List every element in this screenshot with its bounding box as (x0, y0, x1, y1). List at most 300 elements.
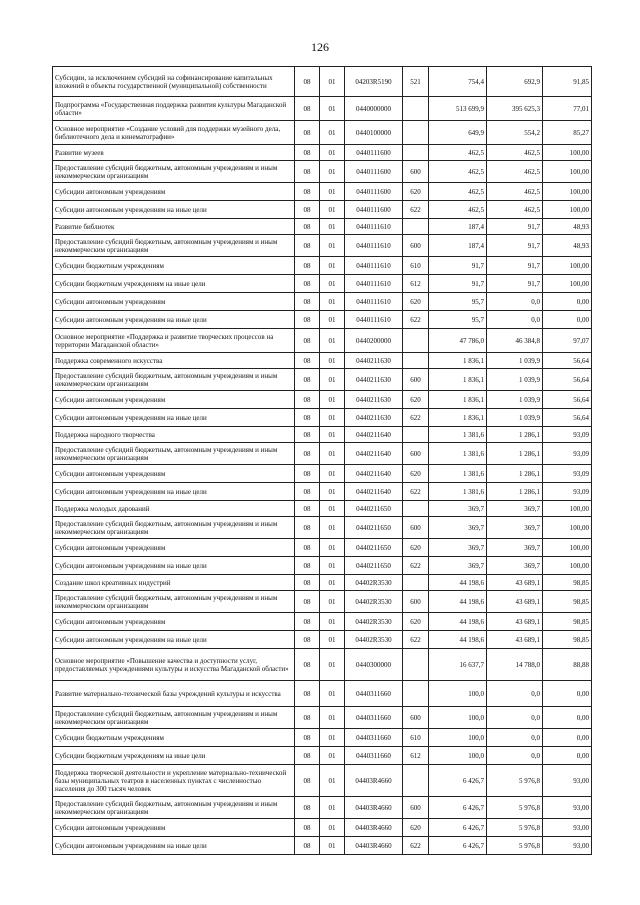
subsection-code-cell: 01 (320, 483, 345, 501)
table-row (53, 219, 592, 235)
subsection-code-cell: 01 (320, 235, 345, 257)
planned-amount-cell: 1 381,6 (429, 483, 487, 501)
expense-type-cell: 600 (403, 517, 429, 539)
table-row (53, 443, 592, 465)
target-article-cell: 0440211640 (345, 443, 403, 465)
actual-amount-cell: 0,0 (487, 729, 543, 747)
actual-amount-cell: 369,7 (487, 539, 543, 557)
subsection-code-cell: 01 (320, 427, 345, 443)
row-name-cell: Поддержка молодых дарований (53, 501, 295, 517)
row-name-cell: Субсидии автономным учреждениям (53, 613, 295, 631)
table-row (53, 837, 592, 855)
actual-amount-cell: 1 039,9 (487, 369, 543, 391)
table-row (53, 483, 592, 501)
row-name-cell: Предоставление субсидий бюджетным, автономным учреждениям и иным некоммерческим организациям (53, 443, 295, 465)
table-row (53, 97, 592, 121)
planned-amount-cell: 1 381,6 (429, 427, 487, 443)
expense-type-cell: 620 (403, 539, 429, 557)
subsection-code-cell: 01 (320, 443, 345, 465)
target-article-cell: 0440000000 (345, 97, 403, 121)
target-article-cell: 04402R3530 (345, 591, 403, 613)
actual-amount-cell: 369,7 (487, 517, 543, 539)
section-code-cell: 08 (295, 391, 320, 409)
actual-amount-cell: 91,7 (487, 219, 543, 235)
planned-amount-cell: 462,5 (429, 161, 487, 183)
actual-amount-cell: 462,5 (487, 145, 543, 161)
planned-amount-cell: 462,5 (429, 145, 487, 161)
subsection-code-cell: 01 (320, 631, 345, 649)
section-code-cell: 08 (295, 517, 320, 539)
execution-percent-cell: 91,85 (543, 67, 592, 97)
subsection-code-cell: 01 (320, 67, 345, 97)
subsection-code-cell: 01 (320, 575, 345, 591)
section-code-cell: 08 (295, 837, 320, 855)
row-name-cell: Развитие музеев (53, 145, 295, 161)
table-row (53, 465, 592, 483)
target-article-cell: 0440311660 (345, 747, 403, 765)
planned-amount-cell: 100,0 (429, 729, 487, 747)
execution-percent-cell: 93,09 (543, 427, 592, 443)
execution-percent-cell: 100,00 (543, 517, 592, 539)
section-code-cell: 08 (295, 201, 320, 219)
target-article-cell: 0440211650 (345, 557, 403, 575)
expense-type-cell (403, 145, 429, 161)
target-article-cell: 0440111600 (345, 201, 403, 219)
section-code-cell: 08 (295, 257, 320, 275)
planned-amount-cell: 44 198,6 (429, 631, 487, 649)
expense-type-cell: 622 (403, 837, 429, 855)
target-article-cell: 0440211640 (345, 427, 403, 443)
execution-percent-cell: 98,85 (543, 631, 592, 649)
table-row (53, 275, 592, 293)
execution-percent-cell: 100,00 (543, 145, 592, 161)
section-code-cell: 08 (295, 219, 320, 235)
execution-percent-cell: 93,00 (543, 819, 592, 837)
subsection-code-cell: 01 (320, 161, 345, 183)
row-name-cell: Субсидии автономным учреждениям на иные цели (53, 409, 295, 427)
section-code-cell: 08 (295, 409, 320, 427)
table-row (53, 183, 592, 201)
actual-amount-cell: 91,7 (487, 275, 543, 293)
expense-type-cell: 600 (403, 369, 429, 391)
subsection-code-cell: 01 (320, 747, 345, 765)
table-row (53, 293, 592, 311)
expense-type-cell: 521 (403, 67, 429, 97)
expense-type-cell: 620 (403, 613, 429, 631)
subsection-code-cell: 01 (320, 819, 345, 837)
subsection-code-cell: 01 (320, 707, 345, 729)
table-row (53, 765, 592, 797)
target-article-cell: 0440211640 (345, 465, 403, 483)
execution-percent-cell: 56,64 (543, 391, 592, 409)
section-code-cell: 08 (295, 483, 320, 501)
row-name-cell: Субсидии автономным учреждениям на иные цели (53, 311, 295, 329)
actual-amount-cell: 43 689,1 (487, 631, 543, 649)
table-row (53, 161, 592, 183)
table-row (53, 427, 592, 443)
planned-amount-cell: 100,0 (429, 747, 487, 765)
row-name-cell: Субсидии автономным учреждениям (53, 293, 295, 311)
actual-amount-cell: 43 689,1 (487, 591, 543, 613)
expense-type-cell (403, 765, 429, 797)
target-article-cell: 04403R4660 (345, 819, 403, 837)
actual-amount-cell: 5 976,8 (487, 797, 543, 819)
planned-amount-cell: 1 381,6 (429, 465, 487, 483)
section-code-cell: 08 (295, 591, 320, 613)
actual-amount-cell: 462,5 (487, 183, 543, 201)
table-row (53, 631, 592, 649)
section-code-cell: 08 (295, 121, 320, 145)
execution-percent-cell: 88,88 (543, 649, 592, 681)
actual-amount-cell: 369,7 (487, 501, 543, 517)
expense-type-cell: 600 (403, 797, 429, 819)
expense-type-cell (403, 121, 429, 145)
execution-percent-cell: 100,00 (543, 275, 592, 293)
row-name-cell: Поддержка народного творчества (53, 427, 295, 443)
execution-percent-cell: 93,00 (543, 837, 592, 855)
planned-amount-cell: 369,7 (429, 501, 487, 517)
table-row (53, 67, 592, 97)
planned-amount-cell: 369,7 (429, 557, 487, 575)
subsection-code-cell: 01 (320, 97, 345, 121)
row-name-cell: Развитие библиотек (53, 219, 295, 235)
table-row (53, 747, 592, 765)
execution-percent-cell: 93,09 (543, 483, 592, 501)
section-code-cell: 08 (295, 681, 320, 707)
row-name-cell: Предоставление субсидий бюджетным, автономным учреждениям и иным некоммерческим организациям (53, 707, 295, 729)
execution-percent-cell: 100,00 (543, 183, 592, 201)
table-row (53, 681, 592, 707)
actual-amount-cell: 43 689,1 (487, 613, 543, 631)
subsection-code-cell: 01 (320, 613, 345, 631)
execution-percent-cell: 0,00 (543, 293, 592, 311)
planned-amount-cell: 100,0 (429, 681, 487, 707)
actual-amount-cell: 1 286,1 (487, 427, 543, 443)
section-code-cell: 08 (295, 161, 320, 183)
table-row (53, 201, 592, 219)
row-name-cell: Подпрограмма «Государственная поддержка развития культуры Магаданской области» (53, 97, 295, 121)
section-code-cell: 08 (295, 747, 320, 765)
target-article-cell: 0440111610 (345, 311, 403, 329)
page-number: 126 (311, 40, 329, 54)
actual-amount-cell: 14 788,0 (487, 649, 543, 681)
section-code-cell: 08 (295, 631, 320, 649)
section-code-cell: 08 (295, 729, 320, 747)
subsection-code-cell: 01 (320, 121, 345, 145)
budget-table (52, 66, 592, 855)
row-name-cell: Предоставление субсидий бюджетным, автономным учреждениям и иным некоммерческим организациям (53, 517, 295, 539)
section-code-cell: 08 (295, 275, 320, 293)
row-name-cell: Субсидии автономным учреждениям на иные цели (53, 483, 295, 501)
planned-amount-cell: 95,7 (429, 311, 487, 329)
row-name-cell: Субсидии автономным учреждениям (53, 391, 295, 409)
planned-amount-cell: 369,7 (429, 539, 487, 557)
target-article-cell: 0440311660 (345, 707, 403, 729)
planned-amount-cell: 369,7 (429, 517, 487, 539)
subsection-code-cell: 01 (320, 369, 345, 391)
planned-amount-cell: 462,5 (429, 183, 487, 201)
table-row (53, 819, 592, 837)
subsection-code-cell: 01 (320, 275, 345, 293)
planned-amount-cell: 1 836,1 (429, 391, 487, 409)
planned-amount-cell: 513 699,9 (429, 97, 487, 121)
target-article-cell: 0440111610 (345, 293, 403, 311)
actual-amount-cell: 0,0 (487, 293, 543, 311)
section-code-cell: 08 (295, 443, 320, 465)
row-name-cell: Основное мероприятие «Поддержка и развитие творческих процессов на территории Магаданской области» (53, 329, 295, 353)
section-code-cell: 08 (295, 797, 320, 819)
table-row (53, 649, 592, 681)
subsection-code-cell: 01 (320, 797, 345, 819)
execution-percent-cell: 97,07 (543, 329, 592, 353)
table-row (53, 257, 592, 275)
subsection-code-cell: 01 (320, 353, 345, 369)
subsection-code-cell: 01 (320, 837, 345, 855)
section-code-cell: 08 (295, 501, 320, 517)
expense-type-cell: 612 (403, 747, 429, 765)
execution-percent-cell: 93,00 (543, 765, 592, 797)
execution-percent-cell: 56,64 (543, 409, 592, 427)
row-name-cell: Поддержка современного искусства (53, 353, 295, 369)
execution-percent-cell: 48,93 (543, 235, 592, 257)
section-code-cell: 08 (295, 183, 320, 201)
row-name-cell: Субсидии бюджетным учреждениям на иные цели (53, 275, 295, 293)
execution-percent-cell: 0,00 (543, 729, 592, 747)
actual-amount-cell: 692,9 (487, 67, 543, 97)
actual-amount-cell: 554,2 (487, 121, 543, 145)
execution-percent-cell: 56,64 (543, 353, 592, 369)
execution-percent-cell: 98,85 (543, 591, 592, 613)
actual-amount-cell: 0,0 (487, 311, 543, 329)
table-row (53, 729, 592, 747)
target-article-cell: 0440100000 (345, 121, 403, 145)
planned-amount-cell: 91,7 (429, 257, 487, 275)
table-row (53, 557, 592, 575)
planned-amount-cell: 187,4 (429, 219, 487, 235)
target-article-cell: 04403R4660 (345, 837, 403, 855)
subsection-code-cell: 01 (320, 501, 345, 517)
actual-amount-cell: 395 625,3 (487, 97, 543, 121)
actual-amount-cell: 462,5 (487, 201, 543, 219)
expense-type-cell: 622 (403, 201, 429, 219)
target-article-cell: 0440111600 (345, 183, 403, 201)
actual-amount-cell: 1 286,1 (487, 443, 543, 465)
execution-percent-cell: 77,01 (543, 97, 592, 121)
planned-amount-cell: 6 426,7 (429, 765, 487, 797)
target-article-cell: 0440111610 (345, 219, 403, 235)
expense-type-cell: 620 (403, 391, 429, 409)
row-name-cell: Субсидии автономным учреждениям на иные цели (53, 631, 295, 649)
planned-amount-cell: 44 198,6 (429, 613, 487, 631)
target-article-cell: 0440211630 (345, 369, 403, 391)
planned-amount-cell: 1 381,6 (429, 443, 487, 465)
planned-amount-cell: 47 786,0 (429, 329, 487, 353)
table-row (53, 517, 592, 539)
execution-percent-cell: 0,00 (543, 707, 592, 729)
row-name-cell: Субсидии автономным учреждениям на иные цели (53, 557, 295, 575)
table-row (53, 613, 592, 631)
target-article-cell: 0440200000 (345, 329, 403, 353)
execution-percent-cell: 93,09 (543, 443, 592, 465)
expense-type-cell (403, 501, 429, 517)
table-row (53, 797, 592, 819)
subsection-code-cell: 01 (320, 681, 345, 707)
expense-type-cell: 610 (403, 729, 429, 747)
target-article-cell: 0440211650 (345, 539, 403, 557)
planned-amount-cell: 1 836,1 (429, 353, 487, 369)
row-name-cell: Субсидии автономным учреждениям (53, 183, 295, 201)
row-name-cell: Предоставление субсидий бюджетным, автономным учреждениям и иным некоммерческим организациям (53, 235, 295, 257)
planned-amount-cell: 44 198,6 (429, 591, 487, 613)
target-article-cell: 04403R4660 (345, 765, 403, 797)
expense-type-cell: 600 (403, 591, 429, 613)
table-row (53, 235, 592, 257)
table-row (53, 707, 592, 729)
row-name-cell: Поддержка творческой деятельности и укрепление материально-технической базы муниципальных театров в населенных пунктах с численностью населения до 300 тысяч человек (53, 765, 295, 797)
table-row (53, 121, 592, 145)
execution-percent-cell: 93,00 (543, 797, 592, 819)
row-name-cell: Предоставление субсидий бюджетным, автономным учреждениям и иным некоммерческим организациям (53, 161, 295, 183)
subsection-code-cell: 01 (320, 649, 345, 681)
expense-type-cell: 620 (403, 183, 429, 201)
expense-type-cell: 622 (403, 557, 429, 575)
section-code-cell: 08 (295, 765, 320, 797)
row-name-cell: Субсидии автономным учреждениям на иные цели (53, 837, 295, 855)
section-code-cell: 08 (295, 311, 320, 329)
expense-type-cell: 620 (403, 465, 429, 483)
table-row (53, 353, 592, 369)
planned-amount-cell: 100,0 (429, 707, 487, 729)
target-article-cell: 0440111600 (345, 161, 403, 183)
row-name-cell: Субсидии автономным учреждениям на иные цели (53, 201, 295, 219)
table-row (53, 591, 592, 613)
planned-amount-cell: 6 426,7 (429, 819, 487, 837)
subsection-code-cell: 01 (320, 311, 345, 329)
table-row (53, 311, 592, 329)
table-row (53, 501, 592, 517)
actual-amount-cell: 1 286,1 (487, 483, 543, 501)
section-code-cell: 08 (295, 235, 320, 257)
execution-percent-cell: 100,00 (543, 557, 592, 575)
expense-type-cell (403, 219, 429, 235)
subsection-code-cell: 01 (320, 183, 345, 201)
actual-amount-cell: 462,5 (487, 161, 543, 183)
expense-type-cell: 612 (403, 275, 429, 293)
row-name-cell: Субсидии бюджетным учреждениям на иные цели (53, 747, 295, 765)
planned-amount-cell: 16 637,7 (429, 649, 487, 681)
actual-amount-cell: 5 976,8 (487, 765, 543, 797)
execution-percent-cell: 56,64 (543, 369, 592, 391)
expense-type-cell (403, 575, 429, 591)
target-article-cell: 0440211650 (345, 501, 403, 517)
expense-type-cell (403, 353, 429, 369)
table-row (53, 329, 592, 353)
section-code-cell: 08 (295, 557, 320, 575)
subsection-code-cell: 01 (320, 557, 345, 575)
subsection-code-cell: 01 (320, 465, 345, 483)
section-code-cell: 08 (295, 465, 320, 483)
execution-percent-cell: 100,00 (543, 539, 592, 557)
table-row (53, 409, 592, 427)
target-article-cell: 04402R3530 (345, 613, 403, 631)
subsection-code-cell: 01 (320, 329, 345, 353)
row-name-cell: Субсидии автономным учреждениям (53, 819, 295, 837)
subsection-code-cell: 01 (320, 145, 345, 161)
execution-percent-cell: 100,00 (543, 161, 592, 183)
target-article-cell: 04402R3530 (345, 631, 403, 649)
actual-amount-cell: 46 384,8 (487, 329, 543, 353)
expense-type-cell: 622 (403, 311, 429, 329)
section-code-cell: 08 (295, 353, 320, 369)
execution-percent-cell: 0,00 (543, 681, 592, 707)
row-name-cell: Основное мероприятие «Создание условий для поддержки музейного дела, библиотечного дела и кинематографии» (53, 121, 295, 145)
actual-amount-cell: 5 976,8 (487, 837, 543, 855)
planned-amount-cell: 462,5 (429, 201, 487, 219)
subsection-code-cell: 01 (320, 409, 345, 427)
expense-type-cell: 610 (403, 257, 429, 275)
actual-amount-cell: 0,0 (487, 707, 543, 729)
expense-type-cell: 622 (403, 631, 429, 649)
execution-percent-cell: 98,85 (543, 613, 592, 631)
expense-type-cell: 620 (403, 819, 429, 837)
planned-amount-cell: 1 836,1 (429, 369, 487, 391)
target-article-cell: 0440300000 (345, 649, 403, 681)
actual-amount-cell: 5 976,8 (487, 819, 543, 837)
execution-percent-cell: 0,00 (543, 747, 592, 765)
expense-type-cell (403, 97, 429, 121)
planned-amount-cell: 95,7 (429, 293, 487, 311)
section-code-cell: 08 (295, 707, 320, 729)
subsection-code-cell: 01 (320, 201, 345, 219)
table-body (53, 67, 592, 855)
execution-percent-cell: 98,85 (543, 575, 592, 591)
execution-percent-cell: 100,00 (543, 201, 592, 219)
section-code-cell: 08 (295, 293, 320, 311)
row-name-cell: Создание школ креативных индустрий (53, 575, 295, 591)
planned-amount-cell: 91,7 (429, 275, 487, 293)
subsection-code-cell: 01 (320, 539, 345, 557)
target-article-cell: 0440211630 (345, 409, 403, 427)
subsection-code-cell: 01 (320, 391, 345, 409)
actual-amount-cell: 1 286,1 (487, 465, 543, 483)
section-code-cell: 08 (295, 539, 320, 557)
row-name-cell: Субсидии автономным учреждениям (53, 465, 295, 483)
target-article-cell: 0440111610 (345, 275, 403, 293)
actual-amount-cell: 1 039,9 (487, 353, 543, 369)
planned-amount-cell: 6 426,7 (429, 797, 487, 819)
expense-type-cell: 622 (403, 483, 429, 501)
expense-type-cell: 600 (403, 443, 429, 465)
section-code-cell: 08 (295, 67, 320, 97)
expense-type-cell: 622 (403, 409, 429, 427)
subsection-code-cell: 01 (320, 517, 345, 539)
target-article-cell: 0440211630 (345, 353, 403, 369)
actual-amount-cell: 1 039,9 (487, 391, 543, 409)
expense-type-cell: 600 (403, 235, 429, 257)
section-code-cell: 08 (295, 145, 320, 161)
subsection-code-cell: 01 (320, 765, 345, 797)
actual-amount-cell: 91,7 (487, 235, 543, 257)
row-name-cell: Развитие материально-технической базы учреждений культуры и искусства (53, 681, 295, 707)
table-row (53, 575, 592, 591)
section-code-cell: 08 (295, 819, 320, 837)
target-article-cell: 0440111610 (345, 257, 403, 275)
execution-percent-cell: 0,00 (543, 311, 592, 329)
row-name-cell: Предоставление субсидий бюджетным, автономным учреждениям и иным некоммерческим организациям (53, 591, 295, 613)
row-name-cell: Субсидии автономным учреждениям (53, 539, 295, 557)
subsection-code-cell: 01 (320, 257, 345, 275)
expense-type-cell: 600 (403, 161, 429, 183)
